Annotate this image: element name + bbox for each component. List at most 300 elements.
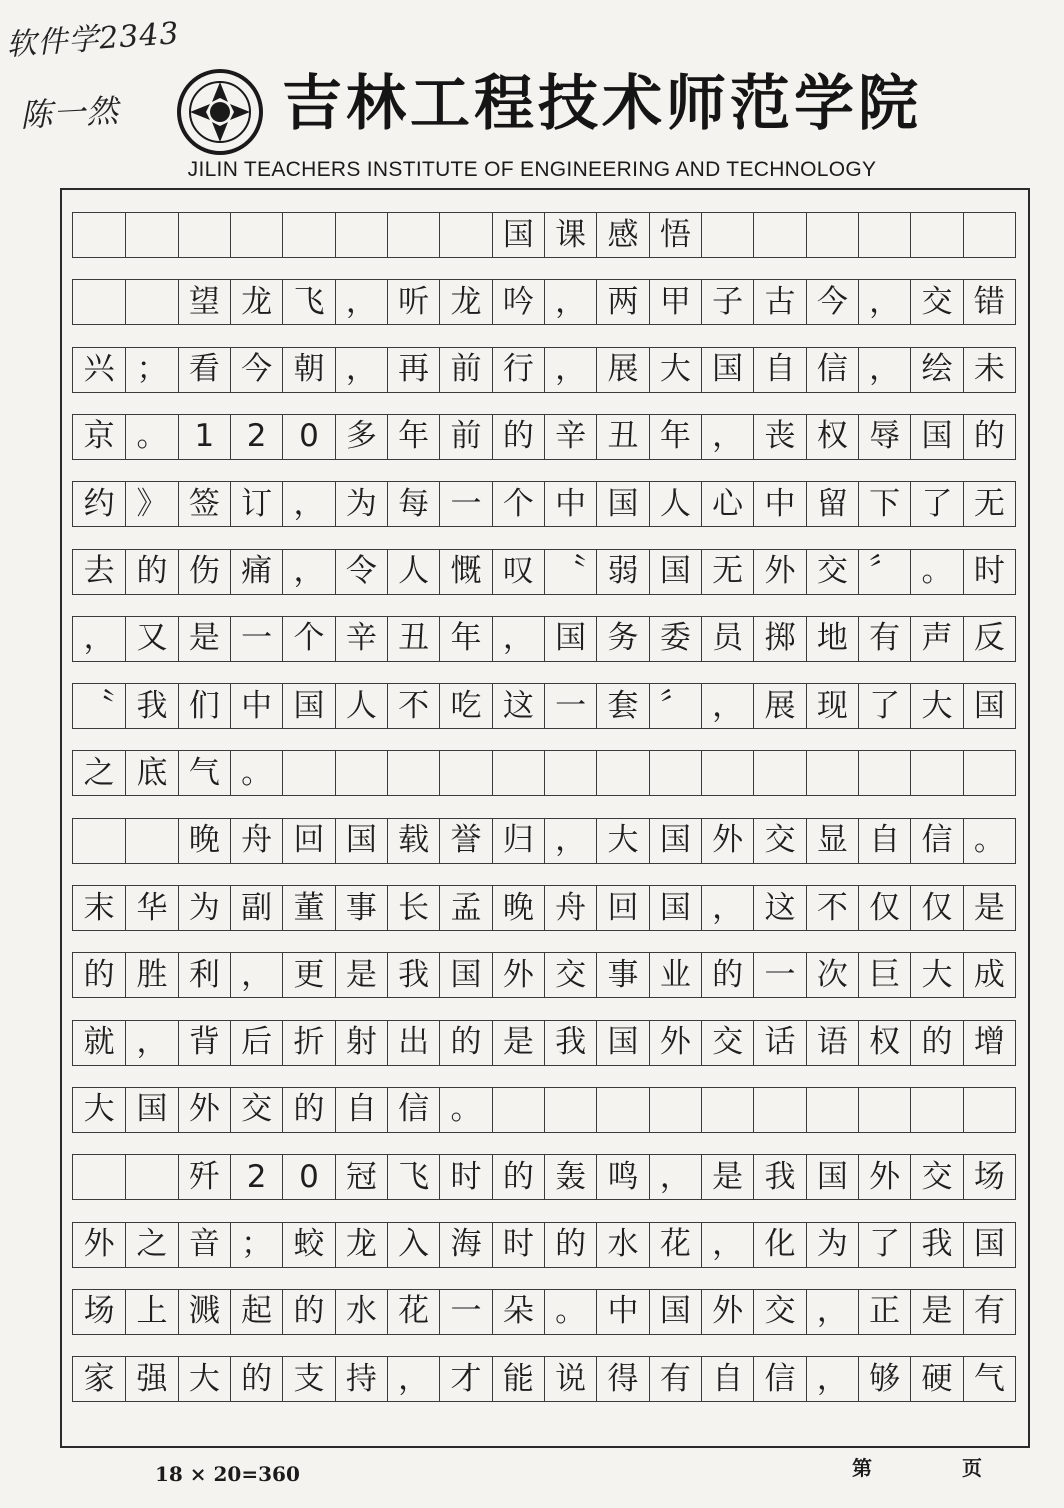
grid-cell: 我: [753, 1155, 805, 1199]
grid-cell: [963, 213, 1015, 257]
grid-cell: [963, 1088, 1015, 1132]
grid-cell: 个: [492, 482, 544, 526]
grid-cell: 课: [544, 213, 596, 257]
grid-cell: 显: [806, 819, 858, 863]
grid-cell: 的: [544, 1223, 596, 1267]
grid-row: [72, 279, 1016, 325]
grid-cell: 辛: [544, 415, 596, 459]
grid-cell: 心: [701, 482, 753, 526]
grid-cell: 前: [439, 348, 491, 392]
grid-cell: 舟: [544, 886, 596, 930]
grid-cell: 京: [83, 418, 115, 455]
grid-cell: 水: [596, 1223, 648, 1267]
grid-cell: 前: [439, 415, 491, 459]
grid-cell: ，: [858, 348, 910, 392]
grid-row: [72, 414, 1016, 460]
grid-cell: [649, 751, 701, 795]
grid-cell: [910, 213, 962, 257]
grid-cell: 丑: [596, 415, 648, 459]
grid-cell: ；: [230, 1223, 282, 1267]
grid-cell: 够: [858, 1357, 910, 1401]
grid-row: [72, 1289, 1016, 1335]
grid-cell: 龙: [335, 1223, 387, 1267]
grid-cell: 无: [963, 482, 1015, 526]
grid-cell: 2: [230, 1155, 282, 1199]
grid-cell: 国: [125, 1088, 177, 1132]
grid-cell: 〝: [544, 550, 596, 594]
grid-cell: 华: [125, 886, 177, 930]
grid-cell: 权: [806, 415, 858, 459]
grid-cell: ，: [701, 886, 753, 930]
school-name-english: JILIN TEACHERS INSTITUTE OF ENGINEERING AND TECHNOLOGY: [187, 158, 877, 181]
grid-cell: [125, 819, 177, 863]
page-label-ye: 页: [962, 1456, 982, 1480]
grid-cell: 〞: [858, 550, 910, 594]
grid-cell: 折: [282, 1021, 334, 1065]
grid-cell: 长: [387, 886, 439, 930]
grid-cell: [387, 213, 439, 257]
grid-cell: 年: [439, 617, 491, 661]
grid-cell: 中: [596, 1290, 648, 1334]
grid-cell: 事: [335, 886, 387, 930]
grid-cell: 持: [335, 1357, 387, 1401]
grid-cell: [858, 751, 910, 795]
grid-cell: 的: [439, 1021, 491, 1065]
grid-cell: 展: [596, 348, 648, 392]
grid-cell: 声: [910, 617, 962, 661]
grid-cell: 的: [83, 956, 115, 993]
grid-cell: 我: [125, 684, 177, 728]
grid-cell: 利: [178, 953, 230, 997]
grid-cell: 约: [83, 485, 115, 522]
grid-cell: ，: [806, 1290, 858, 1334]
grid-cell: 每: [387, 482, 439, 526]
grid-cell: 才: [439, 1357, 491, 1401]
grid-cell: 的: [282, 1088, 334, 1132]
grid-cell: [544, 1088, 596, 1132]
grid-cell: [806, 1088, 858, 1132]
grid-cell: [492, 751, 544, 795]
grid-cell: 古: [753, 280, 805, 324]
grid-cell: 国: [806, 1155, 858, 1199]
grid-cell: 背: [178, 1021, 230, 1065]
grid-cell: [753, 1088, 805, 1132]
grid-cell: 国: [439, 953, 491, 997]
grid-cell: 吟: [492, 280, 544, 324]
grid-cell: 回: [596, 886, 648, 930]
grid-cell: 化: [753, 1223, 805, 1267]
grid-cell: 未: [963, 348, 1015, 392]
grid-cell: 支: [282, 1357, 334, 1401]
grid-cell: 是: [335, 953, 387, 997]
grid-cell: [701, 213, 753, 257]
grid-cell: 自: [753, 348, 805, 392]
grid-cell: 的: [282, 1290, 334, 1334]
grid-cell: 能: [492, 1357, 544, 1401]
grid-cell: 花: [649, 1223, 701, 1267]
grid-cell: 的: [125, 550, 177, 594]
grid-cell: 们: [178, 684, 230, 728]
grid-cell: 0: [282, 415, 334, 459]
grid-cell: 场: [963, 1155, 1015, 1199]
grid-cell: 成: [963, 953, 1015, 997]
grid-cell: 错: [963, 280, 1015, 324]
grid-cell: 董: [282, 886, 334, 930]
grid-row: [72, 481, 1016, 527]
grid-cell: 2: [230, 415, 282, 459]
grid-cell: 〝: [83, 687, 115, 724]
grid-cell: 这: [753, 886, 805, 930]
grid-cell: 感: [596, 213, 648, 257]
grid-cell: 的: [910, 1021, 962, 1065]
grid-cell: 国: [649, 550, 701, 594]
grid-cell: [73, 213, 125, 257]
grid-cell: ，: [282, 482, 334, 526]
grid-cell: 是: [492, 1021, 544, 1065]
grid-cell: 望: [178, 280, 230, 324]
grid-cell: 留: [806, 482, 858, 526]
grid-cell: 国: [963, 684, 1015, 728]
grid-cell: 副: [230, 886, 282, 930]
grid-cell: 。: [544, 1290, 596, 1334]
grid-cell: 交: [753, 1290, 805, 1334]
grid-cell: ，: [701, 415, 753, 459]
grid-cell: 的: [963, 415, 1015, 459]
school-emblem-icon: [176, 68, 264, 156]
grid-cell: 为: [178, 886, 230, 930]
grid-cell: 舟: [230, 819, 282, 863]
grid-cell: 痛: [230, 550, 282, 594]
grid-cell: 下: [858, 482, 910, 526]
grid-cell: 花: [387, 1290, 439, 1334]
grid-cell: 自: [858, 819, 910, 863]
grid-cell: 套: [596, 684, 648, 728]
grid-cell: 家: [83, 1360, 115, 1397]
grid-cell: 气: [178, 751, 230, 795]
grid-cell: ，: [858, 280, 910, 324]
grid-cell: ，: [387, 1357, 439, 1401]
grid-cell: [282, 213, 334, 257]
grid-cell: 冠: [335, 1155, 387, 1199]
grid-cell: 看: [178, 348, 230, 392]
grid-row: [72, 885, 1016, 931]
grid-cell: 国: [649, 1290, 701, 1334]
grid-cell: 是: [178, 617, 230, 661]
grid-cell: 气: [963, 1357, 1015, 1401]
grid-row: [72, 818, 1016, 864]
grid-cell: 委: [649, 617, 701, 661]
grid-cell: 一: [439, 482, 491, 526]
grid-cell: 晚: [492, 886, 544, 930]
grid-cell: 水: [335, 1290, 387, 1334]
grid-cell: 大: [178, 1357, 230, 1401]
grid-cell: 。: [125, 415, 177, 459]
grid-cell: 底: [125, 751, 177, 795]
grid-cell: [230, 213, 282, 257]
grid-cell: 场: [83, 1293, 115, 1330]
grid-cell: [753, 751, 805, 795]
grid-cell: 更: [282, 953, 334, 997]
grid-cell: 一: [439, 1290, 491, 1334]
grid-cell: [335, 213, 387, 257]
grid-cell: 国: [910, 415, 962, 459]
grid-row: [72, 1356, 1016, 1402]
grid-cell: [701, 1088, 753, 1132]
grid-cell: 国: [282, 684, 334, 728]
grid-cell: 慨: [439, 550, 491, 594]
grid-cell: 鸣: [596, 1155, 648, 1199]
grid-row: [72, 549, 1016, 595]
grid-cell: 中: [230, 684, 282, 728]
grid-cell: 一: [230, 617, 282, 661]
grid-cell: ，: [649, 1155, 701, 1199]
grid-cell: 人: [387, 550, 439, 594]
grid-cell: 去: [83, 553, 115, 589]
grid-cell: [910, 1088, 962, 1132]
grid-cell: 。: [963, 819, 1015, 863]
grid-cell: 大: [910, 953, 962, 997]
grid-cell: ，: [335, 348, 387, 392]
grid-cell: 员: [701, 617, 753, 661]
grid-cell: [125, 280, 177, 324]
grid-cell: 中: [544, 482, 596, 526]
grid-cell: 蛟: [282, 1223, 334, 1267]
grid-cell: 龙: [439, 280, 491, 324]
grid-cell: 辛: [335, 617, 387, 661]
grid-cell: [439, 751, 491, 795]
grid-cell: 交: [910, 1155, 962, 1199]
grid-cell: 的: [701, 953, 753, 997]
grid-cell: 反: [963, 617, 1015, 661]
grid-cell: 这: [492, 684, 544, 728]
grid-cell: 我: [544, 1021, 596, 1065]
grid-cell: 一: [544, 684, 596, 728]
grid-cell: 为: [335, 482, 387, 526]
grid-cell: 之: [83, 754, 115, 791]
grid-cell: 大: [649, 348, 701, 392]
grid-cell: 朵: [492, 1290, 544, 1334]
grid-cell: 行: [492, 348, 544, 392]
grid-cell: 交: [544, 953, 596, 997]
grid-cell: 外: [649, 1021, 701, 1065]
grid-cell: 国: [492, 213, 544, 257]
grid-cell: 为: [806, 1223, 858, 1267]
grid-cell: ，: [701, 684, 753, 728]
grid-cell: [73, 1155, 125, 1199]
grid-cell: [335, 751, 387, 795]
grid-cell: ，: [544, 348, 596, 392]
grid-cell: 丑: [387, 617, 439, 661]
grid-cell: ，: [83, 620, 115, 657]
grid-cell: 甲: [649, 280, 701, 324]
grid-cell: 我: [910, 1223, 962, 1267]
grid-capacity-note: 18 × 20=360: [155, 1462, 300, 1486]
grid-cell: 大: [910, 684, 962, 728]
grid-cell: 又: [125, 617, 177, 661]
grid-cell: 有: [649, 1357, 701, 1401]
grid-cell: 子: [701, 280, 753, 324]
grid-cell: 展: [753, 684, 805, 728]
grid-cell: 我: [387, 953, 439, 997]
grid-cell: ，: [230, 953, 282, 997]
grid-cell: 交: [910, 280, 962, 324]
grid-row: [72, 212, 1016, 258]
grid-cell: [596, 751, 648, 795]
grid-cell: 信: [753, 1357, 805, 1401]
grid-cell: 国: [596, 1021, 648, 1065]
grid-cell: 飞: [387, 1155, 439, 1199]
grid-cell: 得: [596, 1357, 648, 1401]
grid-cell: ，: [806, 1357, 858, 1401]
grid-cell: ，: [544, 819, 596, 863]
grid-cell: ，: [125, 1021, 177, 1065]
grid-cell: [125, 213, 177, 257]
grid-cell: 国: [649, 886, 701, 930]
grid-cell: [963, 751, 1015, 795]
grid-row: [72, 1087, 1016, 1133]
grid-cell: 次: [806, 953, 858, 997]
grid-cell: [439, 213, 491, 257]
grid-cell: 龙: [230, 280, 282, 324]
grid-cell: 国: [544, 617, 596, 661]
grid-row: [72, 952, 1016, 998]
grid-cell: 胜: [125, 953, 177, 997]
grid-cell: 现: [806, 684, 858, 728]
writing-grid: [60, 188, 1030, 1448]
grid-cell: 多: [335, 415, 387, 459]
grid-cell: 出: [387, 1021, 439, 1065]
grid-cell: 自: [701, 1357, 753, 1401]
grid-cell: 不: [387, 684, 439, 728]
grid-cell: 外: [492, 953, 544, 997]
grid-cell: 的: [230, 1357, 282, 1401]
grid-cell: [858, 1088, 910, 1132]
grid-cell: 歼: [178, 1155, 230, 1199]
grid-cell: 的: [492, 1155, 544, 1199]
grid-cell: 伤: [178, 550, 230, 594]
grid-cell: 交: [753, 819, 805, 863]
grid-cell: 有: [858, 617, 910, 661]
grid-cell: 孟: [439, 886, 491, 930]
grid-cell: 外: [858, 1155, 910, 1199]
grid-cell: 入: [387, 1223, 439, 1267]
grid-cell: 的: [492, 415, 544, 459]
grid-cell: 誉: [439, 819, 491, 863]
grid-cell: 两: [596, 280, 648, 324]
grid-cell: 中: [753, 482, 805, 526]
grid-cell: 签: [178, 482, 230, 526]
grid-cell: [910, 751, 962, 795]
grid-cell: 国: [701, 348, 753, 392]
grid-cell: [701, 751, 753, 795]
grid-cell: [806, 213, 858, 257]
grid-cell: 之: [125, 1223, 177, 1267]
grid-cell: 了: [910, 482, 962, 526]
grid-cell: [492, 1088, 544, 1132]
handwritten-author-name: 陈一然: [19, 91, 121, 135]
handwritten-class-note: 软件学2343: [5, 15, 181, 63]
grid-row: [72, 750, 1016, 796]
grid-cell: 交: [806, 550, 858, 594]
grid-cell: 〞: [649, 684, 701, 728]
grid-cell: 了: [858, 684, 910, 728]
grid-cell: 自: [335, 1088, 387, 1132]
grid-cell: 溅: [178, 1290, 230, 1334]
grid-cell: 再: [387, 348, 439, 392]
grid-cell: 交: [701, 1021, 753, 1065]
grid-cell: 个: [282, 617, 334, 661]
grid-cell: 辱: [858, 415, 910, 459]
grid-cell: 起: [230, 1290, 282, 1334]
grid-cell: [806, 751, 858, 795]
grid-row: [72, 616, 1016, 662]
grid-cell: [544, 751, 596, 795]
grid-cell: 。: [910, 550, 962, 594]
grid-cell: 今: [230, 348, 282, 392]
grid-cell: 朝: [282, 348, 334, 392]
grid-cell: 了: [858, 1223, 910, 1267]
grid-cell: 丧: [753, 415, 805, 459]
grid-cell: 叹: [492, 550, 544, 594]
grid-cell: 信: [806, 348, 858, 392]
grid-cell: ，: [282, 550, 334, 594]
grid-cell: 年: [649, 415, 701, 459]
grid-cell: 就: [83, 1024, 115, 1061]
page-label-di: 第: [852, 1456, 872, 1480]
grid-cell: [125, 1155, 177, 1199]
grid-cell: 兴: [83, 351, 115, 388]
grid-cell: 信: [387, 1088, 439, 1132]
grid-cell: 语: [806, 1021, 858, 1065]
grid-cell: 轰: [544, 1155, 596, 1199]
grid-cell: 业: [649, 953, 701, 997]
grid-cell: 有: [963, 1290, 1015, 1334]
school-name-chinese: 吉林工程技术师范学院: [282, 69, 922, 139]
grid-cell: 弱: [596, 550, 648, 594]
grid-cell: 外: [701, 819, 753, 863]
grid-cell: 年: [387, 415, 439, 459]
grid-cell: 地: [806, 617, 858, 661]
grid-cell: 0: [282, 1155, 334, 1199]
grid-cell: 吃: [439, 684, 491, 728]
grid-cell: 。: [439, 1088, 491, 1132]
grid-cell: 外: [701, 1290, 753, 1334]
grid-row: [72, 683, 1016, 729]
grid-cell: 仅: [910, 886, 962, 930]
grid-cell: 飞: [282, 280, 334, 324]
grid-cell: ，: [335, 280, 387, 324]
grid-cell: 回: [282, 819, 334, 863]
grid-cell: 归: [492, 819, 544, 863]
grid-cell: 后: [230, 1021, 282, 1065]
grid-cell: 国: [649, 819, 701, 863]
grid-cell: 是: [963, 886, 1015, 930]
grid-cell: 是: [910, 1290, 962, 1334]
grid-row: [72, 1222, 1016, 1268]
grid-cell: 信: [910, 819, 962, 863]
grid-row: [72, 347, 1016, 393]
grid-cell: 令: [335, 550, 387, 594]
grid-cell: 国: [596, 482, 648, 526]
grid-cell: 听: [387, 280, 439, 324]
grid-cell: 今: [806, 280, 858, 324]
grid-cell: 是: [701, 1155, 753, 1199]
grid-cell: 大: [83, 1091, 115, 1128]
grid-cell: 外: [83, 1226, 115, 1262]
grid-cell: 时: [963, 550, 1015, 594]
grid-cell: 事: [596, 953, 648, 997]
grid-cell: 国: [963, 1223, 1015, 1267]
